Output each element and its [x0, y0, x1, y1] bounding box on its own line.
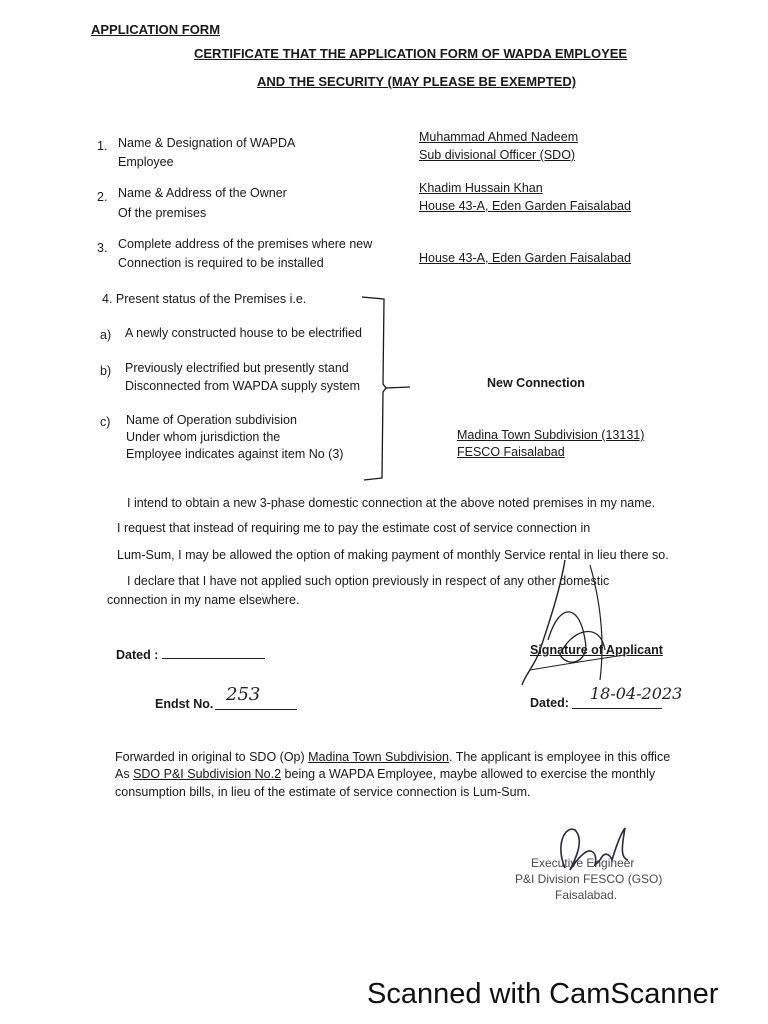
item3-number: 3. [97, 241, 108, 255]
item3-label-line1: Complete address of the premises where new [118, 237, 373, 251]
forwarding-line2-suffix: being a WAPDA Employee, maybe allowed to exercise the monthly [281, 767, 656, 781]
stamp-line2: P&I Division FESCO (GSO) [515, 872, 663, 886]
item-a-label: A newly constructed house to be electrified [125, 326, 362, 340]
item-c-label-line3: Employee indicates against item No (3) [126, 447, 344, 461]
item2-value-line1: Khadim Hussain Khan [419, 181, 543, 195]
item-c-value-line1: Madina Town Subdivision (13131) [457, 428, 645, 442]
item4-label: 4. Present status of the Premises i.e. [102, 292, 307, 306]
forwarding-line3: consumption bills, in lieu of the estimate of service connection is Lum-Sum. [115, 785, 531, 799]
forwarding-line1-prefix: Forwarded in original to SDO (Op) [115, 750, 309, 764]
endst-label: Endst No. [155, 697, 214, 711]
declaration-line5: connection in my name elsewhere. [107, 593, 300, 607]
dated-label: Dated : [116, 648, 159, 662]
item1-value-line2: Sub divisional Officer (SDO) [419, 148, 576, 162]
item-a-number: a) [100, 328, 112, 342]
camscanner-watermark: Scanned with CamScanner [367, 978, 719, 1010]
forwarding-sdo: SDO P&I Subdivision No.2 [133, 767, 282, 781]
item1-label-line2: Employee [118, 155, 174, 169]
endst-value: 253 [226, 684, 261, 705]
item1-value-line1: Muhammad Ahmed Nadeem [419, 130, 579, 144]
stamp-line3: Faisalabad. [555, 888, 618, 902]
item-c-label-line2: Under whom jurisdiction the [126, 430, 281, 444]
dated2-value: 18-04-2023 [590, 684, 683, 703]
declaration-line1: I intend to obtain a new 3-phase domestic connection at the above noted premises in my name. [127, 496, 656, 510]
declaration-line3: Lum-Sum, I may be allowed the option of making payment of monthly Service rental in lieu there so. [117, 548, 669, 562]
item3-value: House 43-A, Eden Garden Faisalabad [419, 251, 631, 265]
forwarding-line2-prefix: As [115, 767, 134, 781]
item-b-label-line2: Disconnected from WAPDA supply system [125, 379, 361, 393]
item-c-number: c) [100, 415, 111, 429]
certificate-heading-line1: CERTIFICATE THAT THE APPLICATION FORM OF WAPDA EMPLOYEE [194, 46, 628, 61]
certificate-heading-line2: AND THE SECURITY (MAY PLEASE BE EXEMPTED) [257, 74, 577, 89]
item2-value-line2: House 43-A, Eden Garden Faisalabad [419, 199, 631, 213]
declaration-line2: I request that instead of requiring me to pay the estimate cost of service connection in [117, 521, 591, 535]
dated2-label: Dated: [530, 696, 569, 710]
status-value: New Connection [487, 376, 585, 390]
signature-label: Signature of Applicant [530, 643, 663, 657]
item-b-number: b) [100, 364, 112, 378]
declaration-line4: I declare that I have not applied such option previously in respect of any other domestic [127, 574, 610, 588]
item2-label-line1: Name & Address of the Owner [118, 186, 287, 200]
forwarding-subdivision: Madina Town Subdivision [308, 750, 449, 764]
item3-label-line2: Connection is required to be installed [118, 256, 324, 270]
forwarding-line1-suffix: . The applicant is employee in this office [448, 750, 671, 764]
form-title: APPLICATION FORM [91, 22, 221, 37]
item2-label-line2: Of the premises [118, 206, 207, 220]
item2-number: 2. [97, 190, 108, 204]
item-c-value-line2: FESCO Faisalabad [457, 445, 565, 459]
item1-label-line1: Name & Designation of WAPDA [118, 136, 296, 150]
stamp-line1: Executive Engineer [531, 856, 635, 870]
item1-number: 1. [97, 139, 108, 153]
item-b-label-line1: Previously electrified but presently stand [125, 361, 349, 375]
item-c-label-line1: Name of Operation subdivision [126, 413, 297, 427]
